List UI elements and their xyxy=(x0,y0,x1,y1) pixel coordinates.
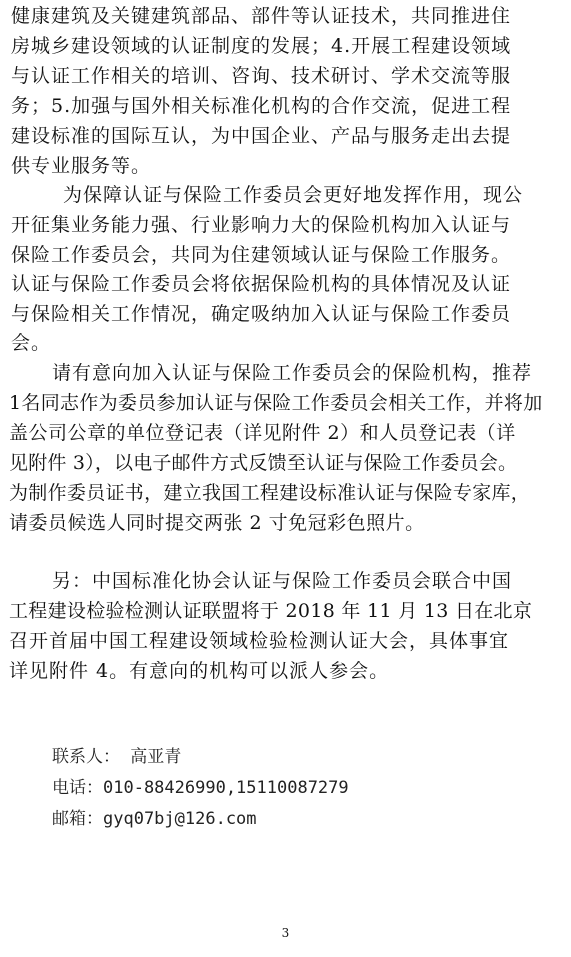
paragraph-3-line-2: 1名同志作为委员参加认证与保险工作委员会相关工作，并将加 xyxy=(9,392,543,414)
contact-phone: 电话：010-88426990,15110087279 xyxy=(52,778,349,798)
paragraph-1-line-4: 务；5.加强与国外相关标准化机构的合作交流，促进工程 xyxy=(11,95,512,117)
paragraph-2-line-3: 保险工作委员会，共同为住建领域认证与保险工作服务。 xyxy=(11,244,512,266)
paragraph-4-line-2: 工程建设检验检测认证联盟将于 2018 年 11 月 13 日在北京 xyxy=(9,600,533,622)
paragraph-3-line-6: 请委员候选人同时提交两张 2 寸免冠彩色照片。 xyxy=(9,512,425,534)
paragraph-4-line-1: 另：中国标准化协会认证与保险工作委员会联合中国 xyxy=(52,570,513,592)
paragraph-2-line-6: 会。 xyxy=(11,332,52,354)
paragraph-3-line-4: 见附件 3），以电子邮件方式反馈至认证与保险工作委员会。 xyxy=(9,452,518,474)
paragraph-3-line-3: 盖公司公章的单位登记表（详见附件 2）和人员登记表（详 xyxy=(9,422,516,444)
paragraph-1-line-5: 建设标准的国际互认，为中国企业、产品与服务走出去提 xyxy=(11,125,512,147)
paragraph-1-line-3: 与认证工作相关的培训、咨询、技术研讨、学术交流等服 xyxy=(11,65,512,87)
paragraph-2-line-5: 与保险相关工作情况，确定吸纳加入认证与保险工作委员 xyxy=(11,303,512,325)
paragraph-4-line-3: 召开首届中国工程建设领域检验检测认证大会，具体事宜 xyxy=(9,630,510,652)
paragraph-1-line-1: 健康建筑及关键建筑部品、部件等认证技术，共同推进住 xyxy=(11,5,512,27)
contact-person: 联系人： 高亚青 xyxy=(52,747,182,767)
paragraph-1-line-2: 房城乡建设领域的认证制度的发展；4.开展工程建设领域 xyxy=(11,35,512,57)
paragraph-2-line-4: 认证与保险工作委员会将依据保险机构的具体情况及认证 xyxy=(11,273,512,295)
paragraph-3-line-5: 为制作委员证书，建立我国工程建设标准认证与保险专家库， xyxy=(9,482,531,504)
paragraph-3-line-1: 请有意向加入认证与保险工作委员会的保险机构，推荐 xyxy=(52,362,533,384)
paragraph-1-line-6: 供专业服务等。 xyxy=(11,155,152,177)
page-number: 3 xyxy=(281,926,290,940)
paragraph-4-line-4: 详见附件 4。有意向的机构可以派人参会。 xyxy=(9,660,390,682)
paragraph-2-line-2: 开征集业务能力强、行业影响力大的保险机构加入认证与 xyxy=(11,214,512,236)
contact-email: 邮箱：gyq07bj@126.com xyxy=(52,809,257,829)
paragraph-2-line-1: 为保障认证与保险工作委员会更好地发挥作用，现公 xyxy=(63,184,524,206)
